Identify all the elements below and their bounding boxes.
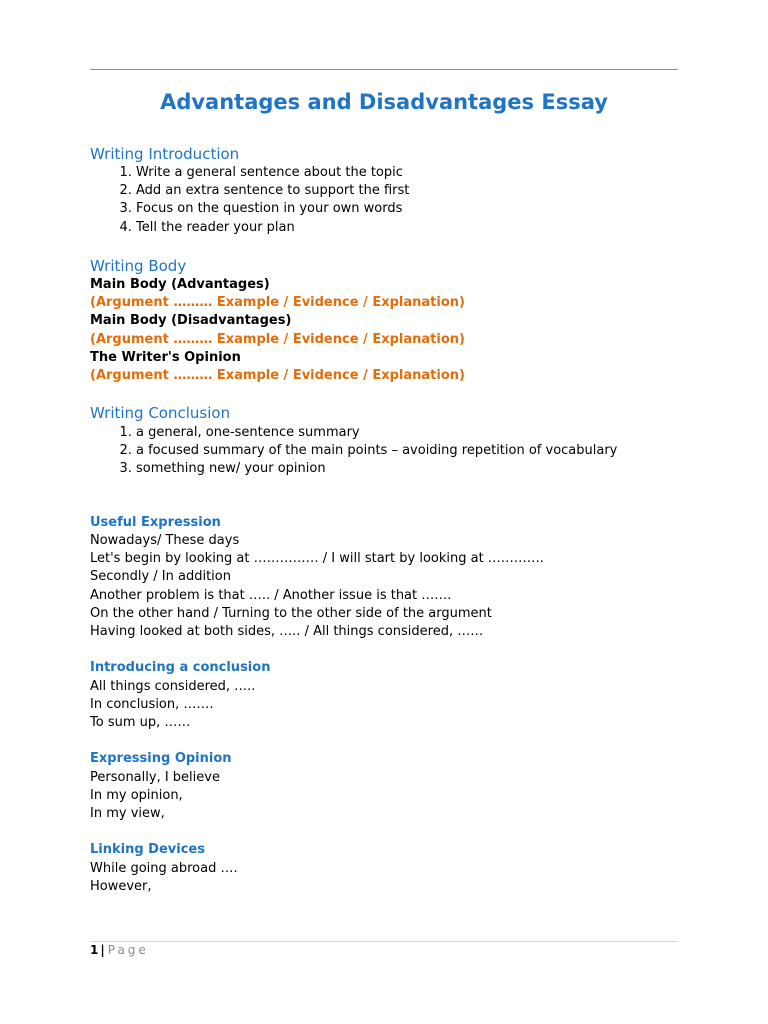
body-section-detail: (Argument ……… Example / Evidence / Explanation) xyxy=(90,331,465,347)
introduction-steps xyxy=(90,164,409,237)
footer-separator: | xyxy=(100,943,105,957)
list-item: In conclusion, ……. xyxy=(90,697,214,713)
list-item: In my view, xyxy=(90,806,165,822)
list-item: However, xyxy=(90,879,152,895)
header-rule xyxy=(90,69,678,70)
useful-expression-list xyxy=(90,532,544,641)
document-title: Advantages and Disadvantages Essay xyxy=(160,90,608,114)
expressing-opinion-list xyxy=(90,769,220,824)
conclusion-heading: Writing Conclusion xyxy=(90,404,231,422)
footer-rule xyxy=(90,941,678,942)
introducing-conclusion-list xyxy=(90,678,255,733)
expressing-opinion-heading: Expressing Opinion xyxy=(90,751,232,766)
list-item: 1. a general, one-sentence summary xyxy=(136,424,617,442)
list-item: On the other hand / Turning to the other side of the argument xyxy=(90,605,492,621)
list-item: Let's begin by looking at …………… / I will start by looking at …………. xyxy=(90,551,544,567)
list-item: Another problem is that ….. / Another issue is that ……. xyxy=(90,587,452,603)
linking-devices-list xyxy=(90,860,238,896)
body-section-detail: (Argument ……… Example / Evidence / Explanation) xyxy=(90,368,465,384)
body-section-label: Main Body (Disadvantages) xyxy=(90,313,292,329)
body-section-label: The Writer's Opinion xyxy=(90,349,241,365)
page-footer xyxy=(90,943,149,957)
list-item: 3. Focus on the question in your own words xyxy=(136,200,409,218)
list-item: Personally, I believe xyxy=(90,770,220,785)
list-item: Secondly / In addition xyxy=(90,569,231,585)
page-number: 1 xyxy=(90,943,99,957)
document-page xyxy=(90,0,678,1024)
list-item: 1. Write a general sentence about the topic xyxy=(136,164,409,182)
body-sections xyxy=(90,276,465,385)
list-item: Nowadays/ These days xyxy=(90,533,240,548)
list-item: To sum up, …… xyxy=(90,715,191,731)
page-label: Page xyxy=(107,943,149,957)
conclusion-steps xyxy=(90,424,617,479)
list-item: 2. a focused summary of the main points – avoiding repetition of vocabulary xyxy=(136,442,617,460)
introducing-conclusion-heading: Introducing a conclusion xyxy=(90,660,271,675)
body-heading: Writing Body xyxy=(90,257,187,275)
list-item: Having looked at both sides, ….. / All things considered, …… xyxy=(90,624,484,640)
list-item: While going abroad …. xyxy=(90,861,238,876)
linking-devices-heading: Linking Devices xyxy=(90,842,205,857)
useful-expression-heading: Useful Expression xyxy=(90,515,221,530)
list-item: 3. something new/ your opinion xyxy=(136,460,617,478)
body-section-detail: (Argument ……… Example / Evidence / Explanation) xyxy=(90,295,465,311)
list-item: 2. Add an extra sentence to support the first xyxy=(136,182,409,200)
body-section-label: Main Body (Advantages) xyxy=(90,277,270,292)
list-item: All things considered, ….. xyxy=(90,679,256,694)
introduction-heading: Writing Introduction xyxy=(90,145,240,163)
list-item: 4. Tell the reader your plan xyxy=(136,219,409,237)
list-item: In my opinion, xyxy=(90,788,183,804)
